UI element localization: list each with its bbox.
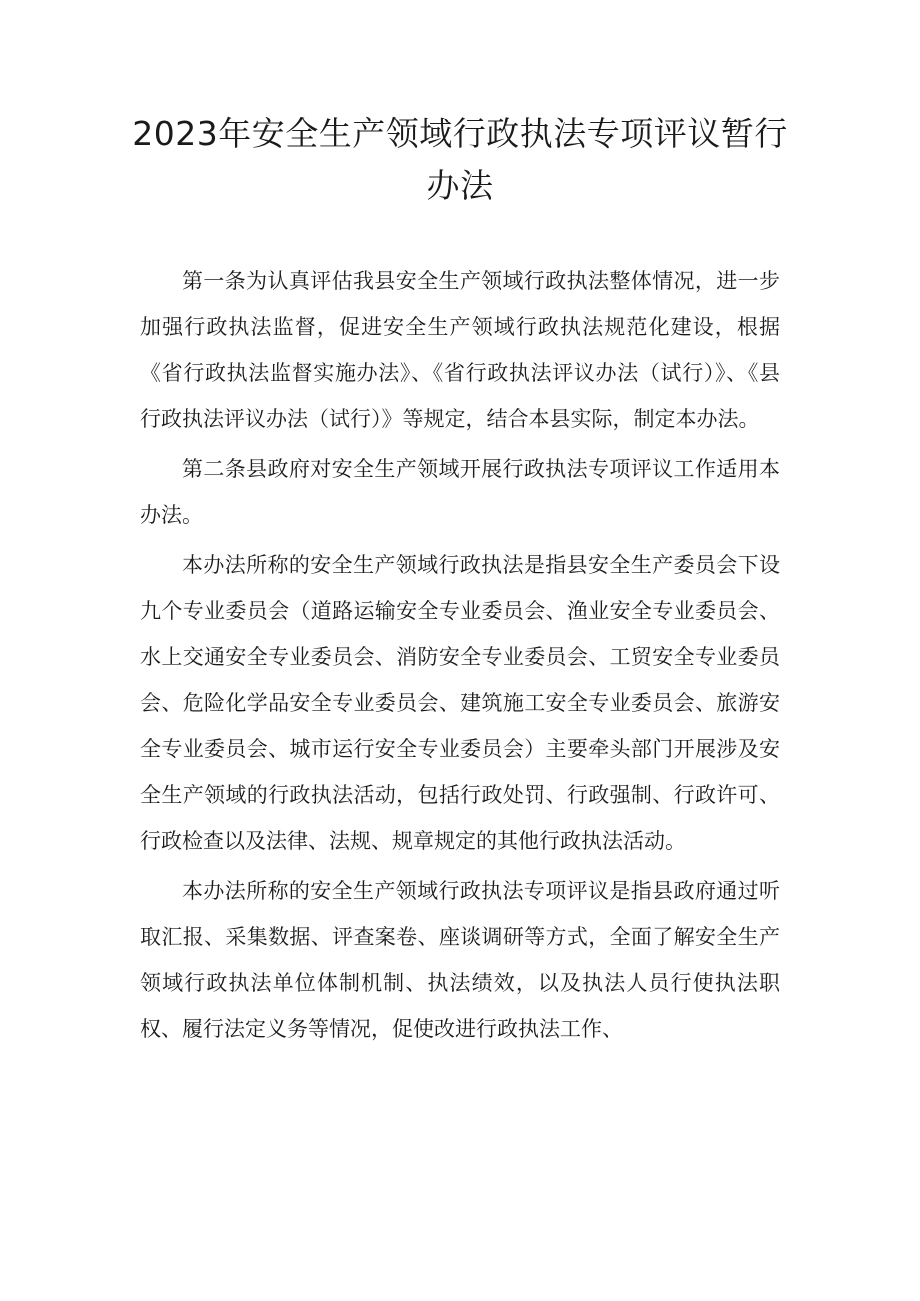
paragraph-scope-definition: 本办法所称的安全生产领域行政执法是指县安全生产委员会下设九个专业委员会（道路运输安全专业委员会、渔业安全专业委员会、水上交通安全专业委员会、消防安全专业委员会、工贸安全专业委员会、危险化学品安全专业委员会、建筑施工安全专业委员会、旅游安全专业委员会、城市运行安全专业委员会）主要牵头部门开展涉及安全生产领域的行政执法活动，包括行政处罚、行政强制、行政许可、行政检查以及法律、法规、规章规定的其他行政执法活动。 xyxy=(140,553,780,853)
paragraph-review-definition: 本办法所称的安全生产领域行政执法专项评议是指县政府通过听取汇报、采集数据、评查案卷、座谈调研等方式，全面了解安全生产领域行政执法单位体制机制、执法绩效，以及执法人员行使执法职权、履行法定义务等情况，促使改进行政执法工作、 xyxy=(140,879,780,1041)
document-body xyxy=(140,258,780,1056)
paragraph-article-2: 第二条县政府对安全生产领域开展行政执法专项评议工作适用本办法。 xyxy=(140,457,780,527)
document-title: 2023年安全生产领域行政执法专项评议暂行办法 xyxy=(132,114,788,205)
paragraph-article-1: 第一条为认真评估我县安全生产领域行政执法整体情况，进一步加强行政执法监督，促进安全生产领域行政执法规范化建设，根据《省行政执法监督实施办法》、《省行政执法评议办法（试行）》、《县行政执法评议办法（试行）》等规定，结合本县实际，制定本办法。 xyxy=(140,269,780,431)
